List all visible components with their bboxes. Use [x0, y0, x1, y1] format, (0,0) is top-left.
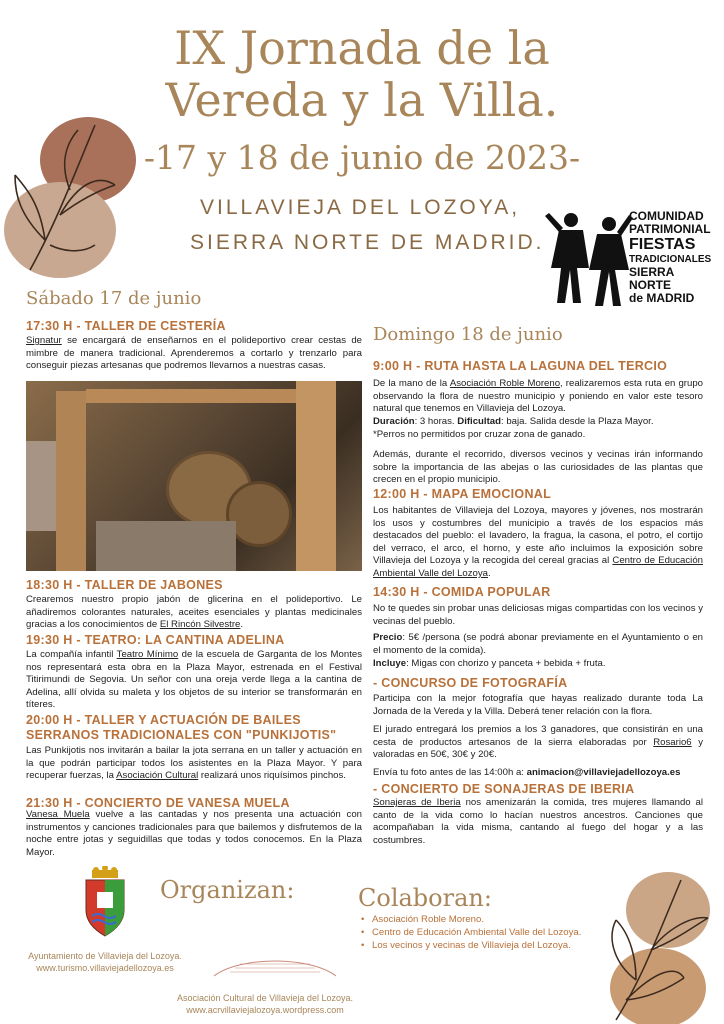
send-text: Envía tu foto antes de las 14:00h a: — [373, 767, 527, 778]
saturday-s2-title: 18:30 H - TALLER DE JABONES — [26, 578, 223, 592]
sunday-d2-text — [373, 505, 703, 581]
s2-body: Crearemos nuestro propio jabón de glicerina en el polideportivo. Le añadiremos colorantes naturales, aceites esenciales y plantas medicinales gracias a los conocimientos de — [26, 594, 362, 631]
sunday-d5-text — [373, 797, 703, 847]
d4-body-b: y valoradas en 50€, 30€ y 20€. — [373, 736, 703, 761]
s2-end: . — [240, 619, 244, 631]
sunday-d1-text2: Además, durante el recorrido, diversos vecinos y vecinas irán informando sobre la importancia de las abejas o las curiosidades de las plantas que crecen en el propio municipio. — [373, 449, 703, 486]
location-line1: VILLAVIEJA DEL LOZOYA, — [200, 196, 521, 219]
price-value: : 5€ /persona (se podrá abonar previamente en el Ayuntamiento o en el momento de la comida). — [373, 632, 703, 656]
roble-moreno-link[interactable]: Asociación Roble Moreno — [449, 378, 561, 389]
sunday-d4-title: - CONCURSO DE FOTOGRAFÍA — [373, 676, 568, 690]
s3-body-a: La compañía infantil — [26, 649, 117, 660]
sunday-d1-note: *Perros no permitidos por cruzar zona de ganado. — [373, 429, 586, 440]
logo-line3: FIESTAS — [629, 236, 696, 253]
colaboran-list — [358, 913, 581, 952]
sunday-d1-title: 9:00 H - RUTA HASTA LA LAGUNA DEL TERCIO — [373, 359, 668, 373]
d4-body-a: El jurado entregará los premios a los 3 ganadores, que consistirán en una cesta de productos artesanos de la sierra elaboradas por — [373, 724, 703, 748]
s3-body-b: de la escuela de Garganta de los Montes nos representará esta obra en la Plaza Mayor, estrenada en el Festival Titirimundi de Segovia. Un señor con una oreja verde llega a la cantina de Adelina, allí olvida su maleta y los objetos de su interior se transformarán en títeres. — [26, 649, 362, 711]
sunday-d3-price — [373, 632, 703, 657]
rincon-silvestre-link[interactable]: El Rincón Silvestre — [159, 619, 241, 631]
d1-body-b: , realizaremos esta ruta en grupo observando la flora de nuestro municipio y poniendo en valor este tesoro natural que tenemos en Villavieja del Lozoya. — [373, 378, 703, 415]
saturday-s4-text — [26, 745, 362, 783]
asociacion-name: Asociación Cultural de Villavieja del Lozoya. — [177, 993, 353, 1003]
location-line2: SIERRA NORTE DE MADRID. — [190, 231, 545, 254]
difficulty-label: Dificultad — [457, 416, 501, 427]
signatur-link[interactable]: Signatur — [26, 335, 62, 346]
includes-value: : Migas con chorizo y panceta + bebida + fruta. — [406, 658, 606, 669]
leaf-decoration-bottom-right — [596, 870, 724, 1024]
saturday-s1-text — [26, 335, 362, 373]
asociacion-logo — [210, 950, 340, 982]
ayuntamiento-name: Ayuntamiento de Villavieja del Lozoya. — [28, 951, 182, 961]
logo-line2: PATRIMONIAL — [629, 222, 711, 236]
main-title-line1: IX Jornada de la — [174, 21, 550, 75]
d2-body: Los habitantes de Villavieja del Lozoya, mayores y jóvenes, nos mostrarán los usos y costumbres del municipio a través de los espacios más destacados del pueblo: el lavadero, la fragua, la casona, el potro, el cortijo del verraco, el arco, el horno, y este año incluimos la exposición sobre Villavieja del Lozoya y la recogida del cereal gracias al — [373, 505, 703, 567]
rosario6-link[interactable]: Rosario6 — [653, 736, 692, 748]
d1-body-a: De la mano de la — [373, 378, 450, 389]
asociacion-credit — [150, 992, 380, 1016]
d2-end: . — [488, 567, 491, 579]
basket-photo — [26, 381, 362, 571]
sonajeras-link[interactable]: Sonajeras de Iberia — [373, 797, 461, 808]
vanesa-muela-link[interactable]: Vanesa Muela — [26, 809, 90, 820]
logo-line1: COMUNIDAD — [629, 209, 704, 223]
sunday-d3-includes — [373, 658, 703, 671]
saturday-s3-title: 19:30 H - TEATRO: LA CANTINA ADELINA — [26, 633, 285, 647]
sunday-d4-text: Participa con la mejor fotografía que hayas realizado durante toda La Jornada de la Vereda y la Villa. Deberá tener relación con la flora. — [373, 693, 703, 717]
duration-value: : 3 horas. — [414, 416, 458, 427]
duration-label: Duración — [373, 416, 415, 427]
s1-body: se encargará de enseñarnos en el polideportivo crear cestas de mimbre de manera tradicional. Aprenderemos a cortarlo y trenzarlo para conseguir piezas artesanas que podremos llevarnos a nuestras casas. — [26, 335, 362, 372]
asociacion-url[interactable]: www.acrvillaviejalozoya.wordpress.com — [186, 1005, 344, 1015]
saturday-s4-title-line2: SERRANOS TRADICIONALES CON "PUNKIJOTIS" — [26, 728, 337, 742]
ayuntamiento-credit — [10, 950, 200, 974]
s4-body-b: realizará unos riquísimos pinchos. — [198, 770, 346, 782]
includes-label: Incluye — [373, 658, 407, 669]
colaboran-heading: Colaboran: — [358, 884, 492, 912]
s5-body: vuelve a las cantadas y nos presenta una actuación con instrumentos y canciones tradicionales para que bailemos y disfrutemos de la noche entre jotas y seguidillas que todas y todos conocemos. En la Plaza Mayor. — [26, 809, 362, 858]
colaboran-item: • Los vecinos y vecinas de Villavieja del Lozoya. — [372, 939, 581, 952]
sunday-d4-send — [373, 767, 703, 780]
saturday-s5-title: 21:30 H - CONCIERTO DE VANESA MUELA — [26, 796, 290, 810]
event-dates: -17 y 18 de junio de 2023- — [143, 138, 581, 177]
comunidad-logo-text — [629, 210, 713, 305]
saturday-s5-text — [26, 809, 362, 859]
sunday-d1-details — [373, 416, 703, 429]
dancers-icon — [543, 208, 635, 313]
colaboran-item: • Centro de Educación Ambiental Valle del Lozoya. — [372, 926, 581, 939]
sunday-d4-text2 — [373, 724, 703, 762]
asociacion-cultural-link[interactable]: Asociación Cultural — [116, 770, 199, 782]
saturday-s4-title-line1: 20:00 H - TALLER Y ACTUACIÓN DE BAILES — [26, 713, 301, 727]
s4-body-a: Las Punkijotis nos invitarán a bailar la jota serrana en un taller y actuación en la que podrán participar todos los asistentes en la Plaza Mayor. Y para recuperar fuerzas, la — [26, 745, 362, 782]
difficulty-value: : baja. Salida desde la Plaza Mayor. — [500, 416, 654, 427]
sunday-heading: Domingo 18 de junio — [373, 324, 563, 345]
leaf-decoration-top-left — [0, 105, 140, 280]
logo-line6: de MADRID — [629, 291, 695, 305]
centro-educacion-link[interactable]: Centro de Educación Ambiental Valle del Lozoya — [373, 555, 703, 579]
sunday-d5-title: - CONCIERTO DE SONAJERAS DE IBERIA — [373, 782, 635, 796]
sunday-d3-title: 14:30 H - COMIDA POPULAR — [373, 585, 551, 599]
logo-line5: SIERRA NORTE — [629, 265, 674, 292]
saturday-s1-title: 17:30 H - TALLER DE CESTERÍA — [26, 319, 226, 333]
colaboran-item: • Asociación Roble Moreno. — [372, 913, 581, 926]
logo-line4: TRADICIONALES — [629, 254, 712, 265]
saturday-s2-text — [26, 594, 362, 632]
sunday-d2-title: 12:00 H - MAPA EMOCIONAL — [373, 487, 552, 501]
contact-email[interactable]: animacion@villaviejadellozoya.es — [526, 767, 681, 778]
price-label: Precio — [373, 632, 403, 643]
comunidad-logo — [543, 208, 713, 313]
d5-body: nos amenizarán la comida, tres mujeres llamando al canto de la vida como lo hacían nuestros ancestros. Canciones que acompañaban la vida misma, cantando al fuego del hogar y a las costumbres. — [373, 797, 704, 846]
teatro-minimo-link[interactable]: Teatro Mínimo — [116, 649, 179, 660]
saturday-heading: Sábado 17 de junio — [26, 288, 202, 309]
ayuntamiento-url[interactable]: www.turismo.villaviejadellozoya.es — [36, 963, 174, 973]
main-title-line2: Vereda y la Villa. — [165, 73, 559, 127]
sunday-d1-text — [373, 378, 703, 416]
saturday-s3-text — [26, 649, 362, 712]
organizan-heading: Organizan: — [160, 876, 295, 904]
sunday-d3-text: No te quedes sin probar unas deliciosas migas compartidas con los vecinos y vecinas del pueblo. — [373, 603, 703, 627]
coat-of-arms-icon — [82, 866, 128, 938]
